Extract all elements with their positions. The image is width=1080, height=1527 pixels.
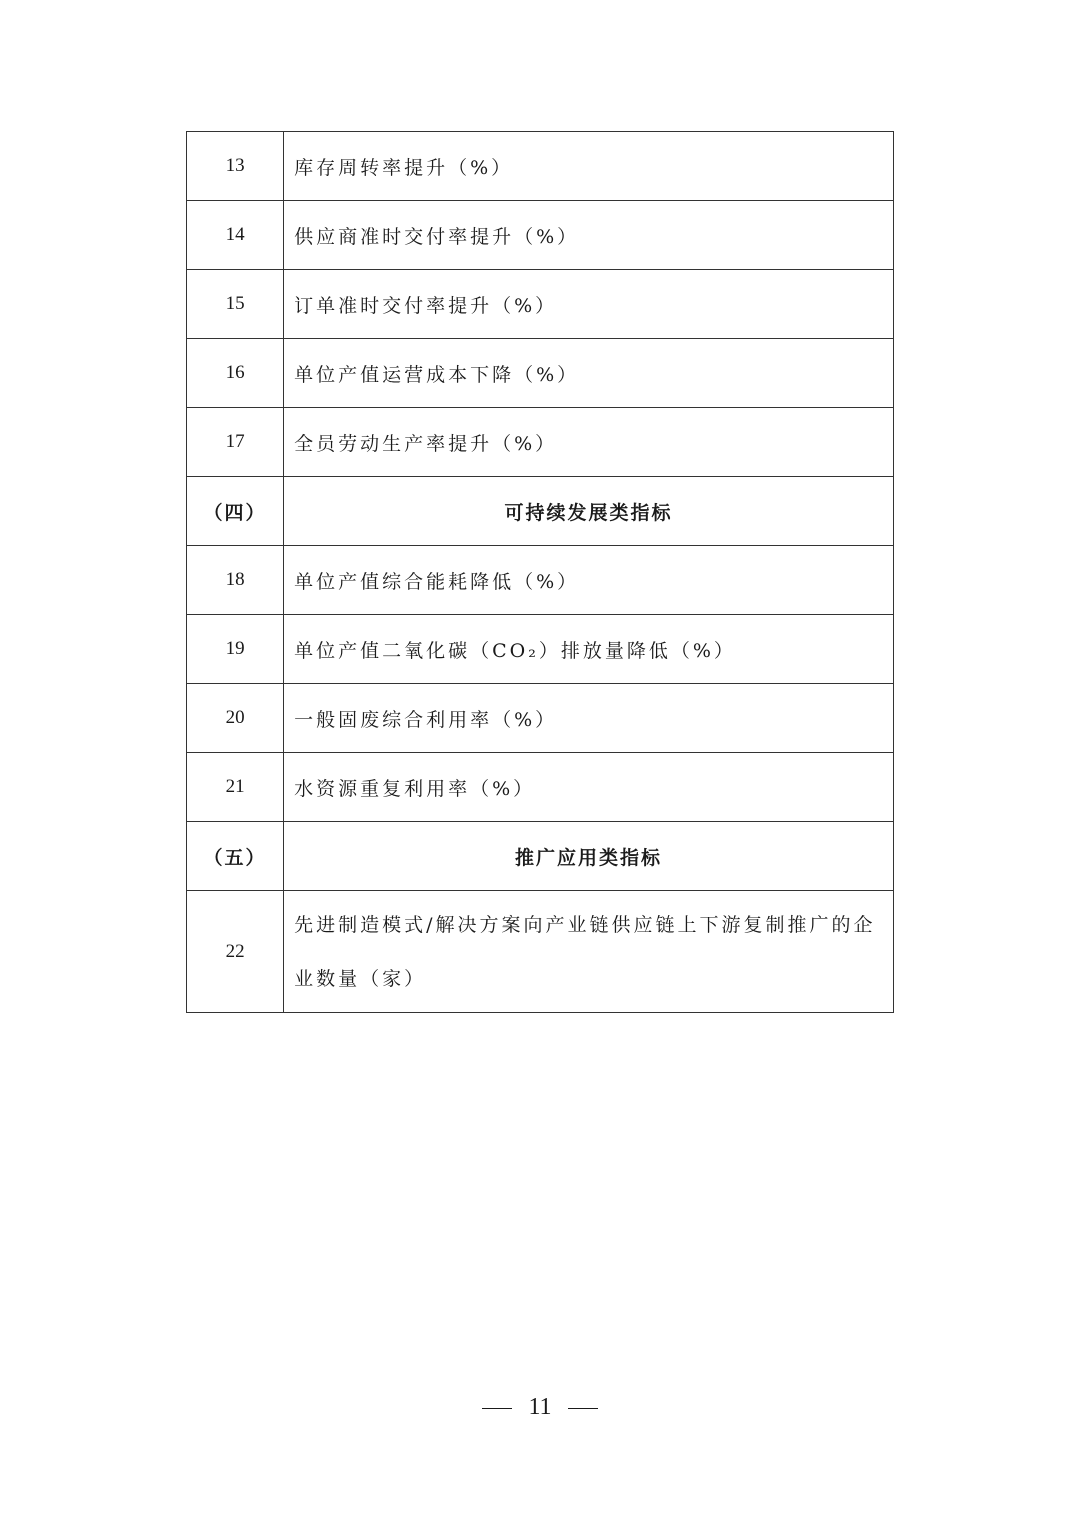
table-row [187,684,894,753]
footer-dash-left [482,1408,512,1409]
indicator-number: 22 [187,891,284,1013]
indicator-name: 一般固废综合利用率（%） [284,684,894,753]
indicator-name: 单位产值综合能耗降低（%） [284,546,894,615]
table-row [187,201,894,270]
section-header-row [187,822,894,891]
table-row [187,339,894,408]
indicator-number: 15 [187,270,284,339]
indicator-number: 16 [187,339,284,408]
table-row [187,891,894,1013]
indicator-name: 订单准时交付率提升（%） [284,270,894,339]
table-row [187,753,894,822]
indicator-name: 先进制造模式/解决方案向产业链供应链上下游复制推广的企业数量（家） [284,891,894,1013]
indicator-number: 18 [187,546,284,615]
section-number: （五） [187,822,284,891]
indicator-number: 17 [187,408,284,477]
indicator-name: 全员劳动生产率提升（%） [284,408,894,477]
table-row [187,270,894,339]
indicator-table [186,131,894,1013]
indicator-name: 水资源重复利用率（%） [284,753,894,822]
indicator-name: 库存周转率提升（%） [284,132,894,201]
section-number: （四） [187,477,284,546]
indicator-name: 供应商准时交付率提升（%） [284,201,894,270]
indicator-number: 20 [187,684,284,753]
table-row [187,408,894,477]
indicator-number: 14 [187,201,284,270]
section-header-row [187,477,894,546]
indicator-number: 19 [187,615,284,684]
section-title: 推广应用类指标 [284,822,894,891]
table-row [187,132,894,201]
indicator-number: 21 [187,753,284,822]
indicator-name: 单位产值运营成本下降（%） [284,339,894,408]
footer-dash-right [568,1408,598,1409]
indicator-name: 单位产值二氧化碳（CO₂）排放量降低（%） [284,615,894,684]
page-footer [0,1394,1080,1421]
indicator-number: 13 [187,132,284,201]
table-row [187,615,894,684]
table-row [187,546,894,615]
page-number: 11 [528,1394,552,1420]
section-title: 可持续发展类指标 [284,477,894,546]
